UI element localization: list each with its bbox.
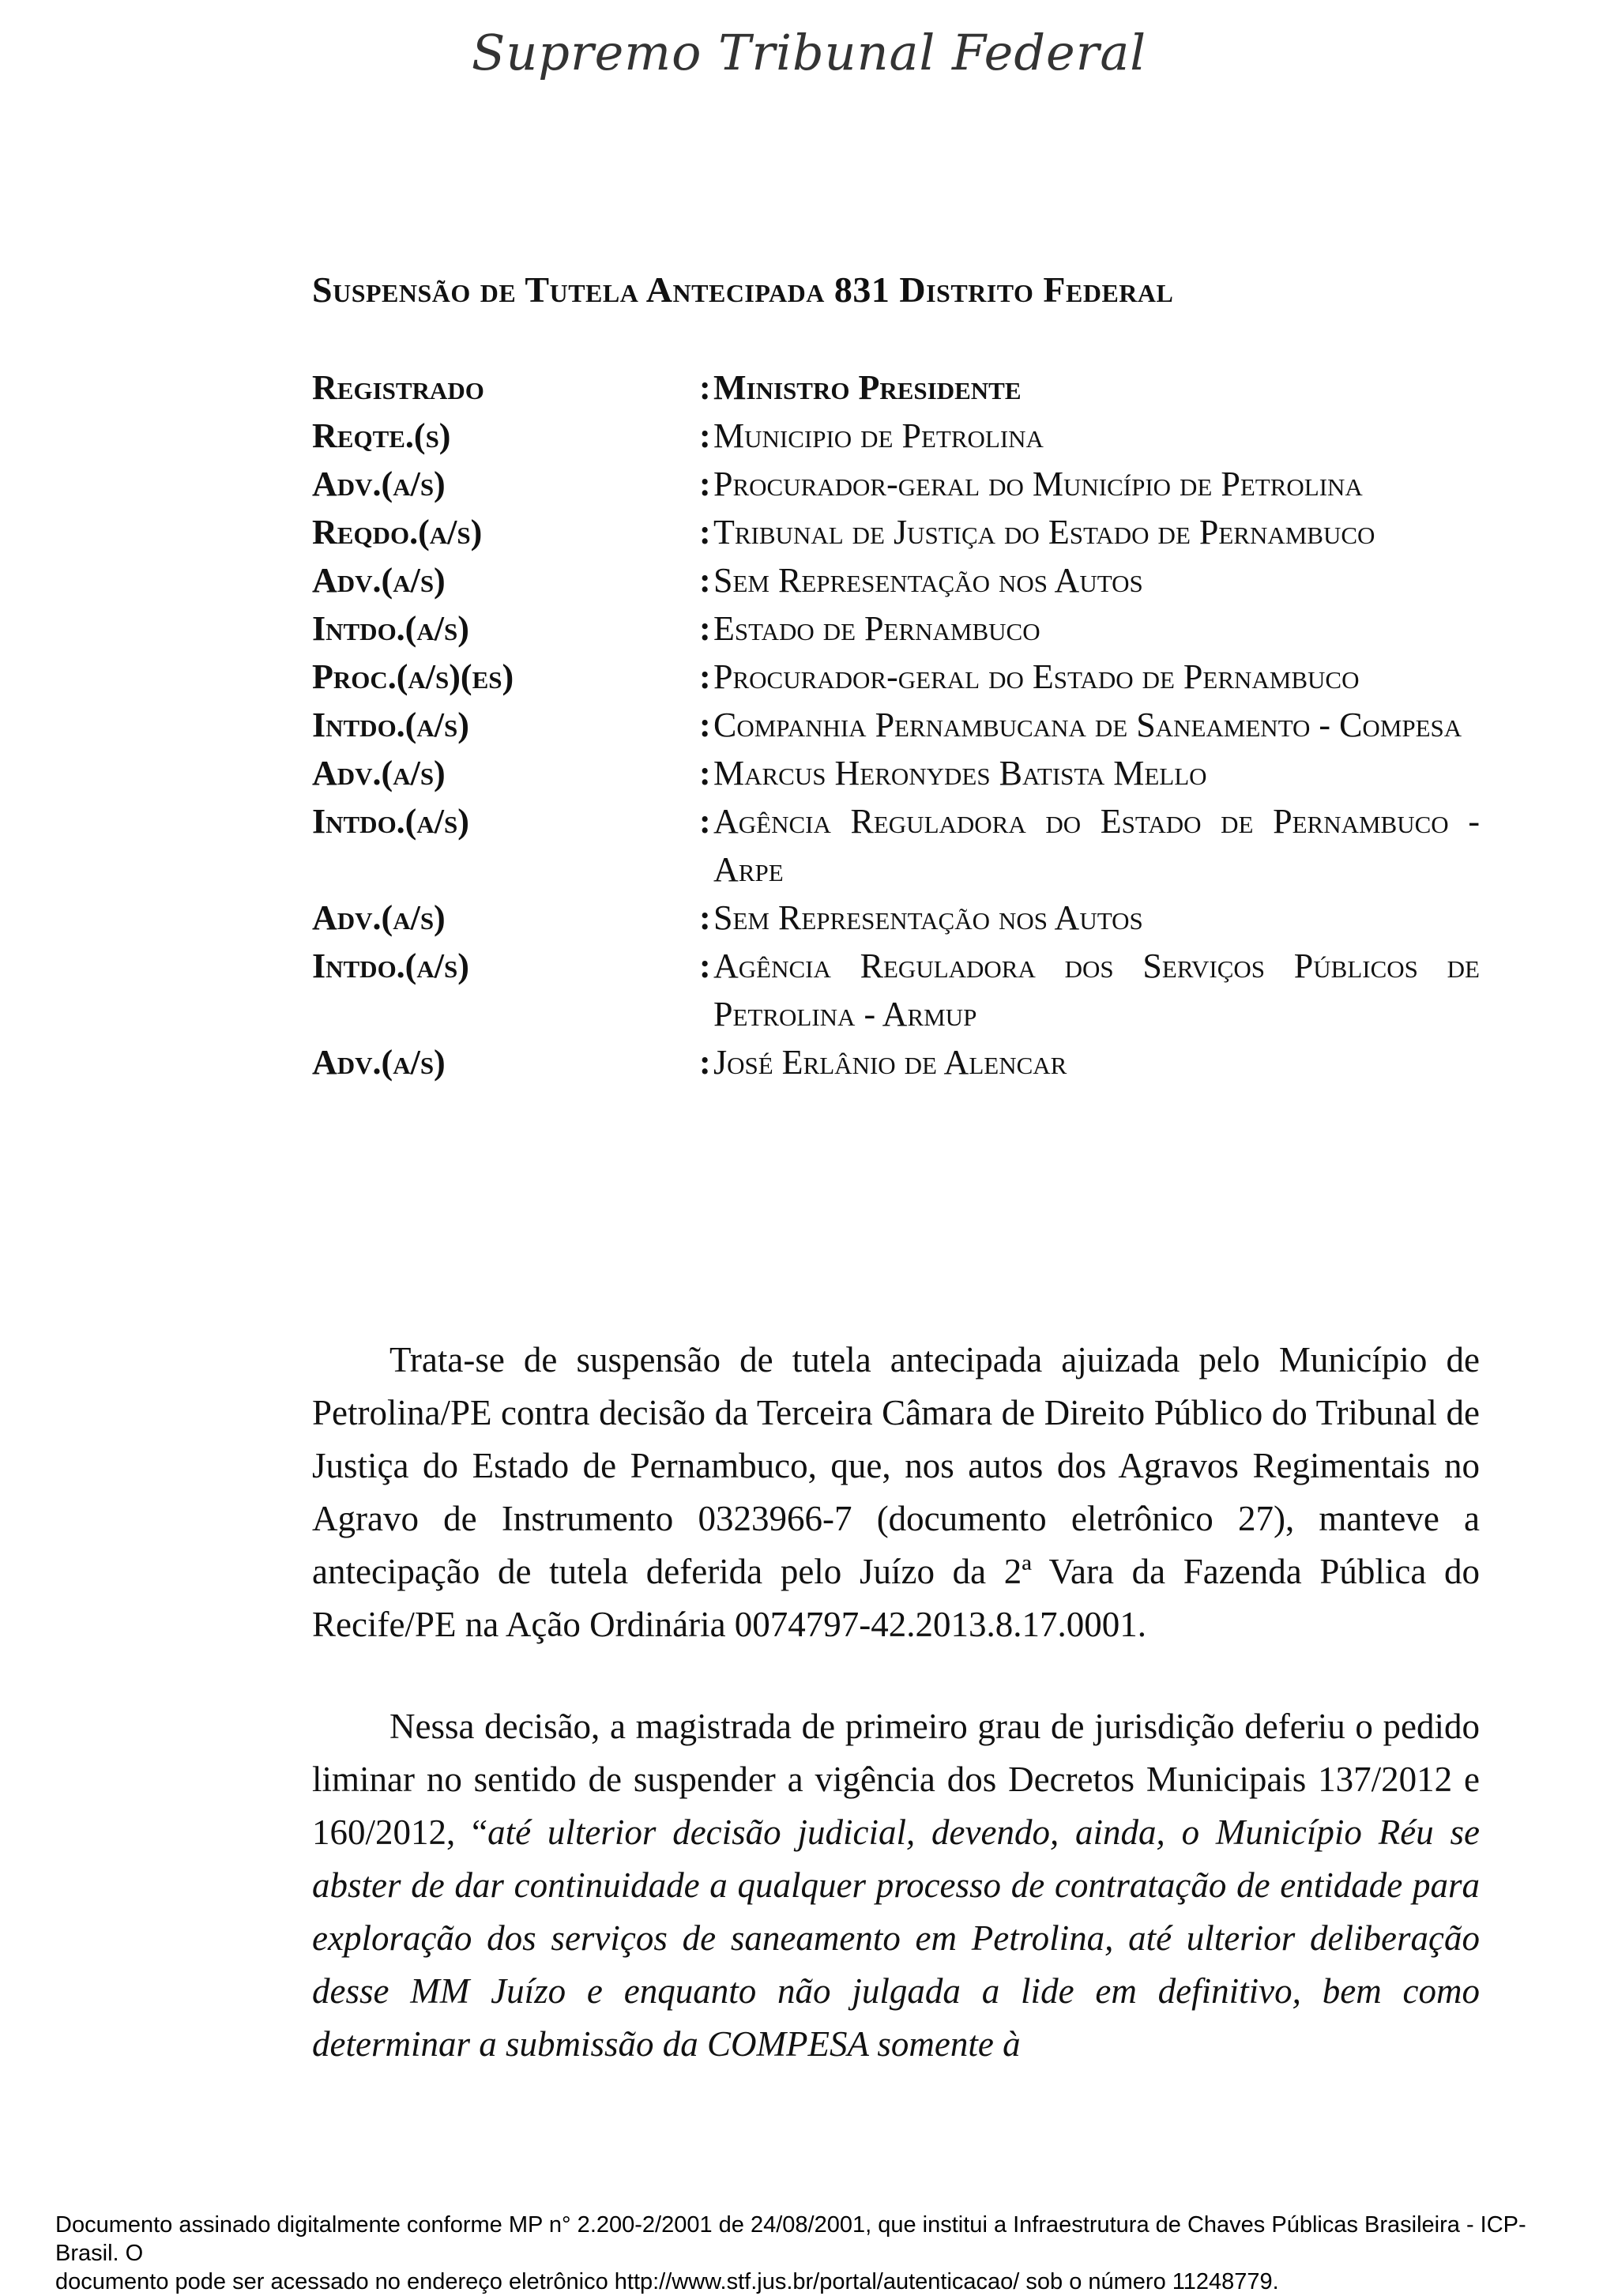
- party-separator: :: [699, 416, 711, 455]
- party-name: Procurador-geral do Estado de Pernambuco: [713, 657, 1360, 696]
- paragraph-2-lead: Nessa decisão, a magistrada de primeiro grau de jurisdição deferiu o pedido liminar no sentido de suspender a vigência dos Decretos Municipais 137/2012 e 160/2012, “: [312, 1707, 1480, 1852]
- party-row: [312, 797, 1480, 894]
- party-role: Registrado: [312, 368, 484, 407]
- party-name: José Erlânio de Alencar: [713, 1043, 1067, 1082]
- party-role: Proc.(a/s)(es): [312, 657, 514, 696]
- party-row: [312, 894, 1480, 942]
- party-separator: :: [699, 1043, 711, 1082]
- party-row: [312, 942, 1480, 1038]
- party-role: Reqdo.(a/s): [312, 513, 483, 551]
- party-row: [312, 653, 1480, 701]
- party-role: Intdo.(a/s): [312, 609, 469, 648]
- party-separator: :: [699, 657, 711, 696]
- parties-list: [312, 363, 1480, 1086]
- party-name: Tribunal de Justiça do Estado de Pernambuco: [713, 513, 1375, 551]
- party-separator: :: [699, 754, 711, 792]
- court-header: Supremo Tribunal Federal: [471, 24, 1147, 81]
- party-role: Adv.(a/s): [312, 898, 446, 937]
- party-name: Sem Representação nos Autos: [713, 898, 1143, 937]
- party-role: Intdo.(a/s): [312, 947, 469, 985]
- party-row: [312, 363, 1480, 412]
- party-row: [312, 556, 1480, 604]
- party-separator: :: [699, 513, 711, 551]
- party-role: Reqte.(s): [312, 416, 451, 455]
- party-role: Intdo.(a/s): [312, 802, 469, 841]
- party-role: Adv.(a/s): [312, 1043, 446, 1082]
- party-role: Adv.(a/s): [312, 465, 446, 503]
- party-separator: :: [699, 898, 711, 937]
- party-name: Marcus Heronydes Batista Mello: [713, 754, 1207, 792]
- party-name: Municipio de Petrolina: [713, 416, 1044, 455]
- party-name: Estado de Pernambuco: [713, 609, 1040, 648]
- party-row: [312, 604, 1480, 653]
- party-separator: :: [699, 609, 711, 648]
- case-title: Suspensão de Tutela Antecipada 831 Distrito Federal: [312, 269, 1174, 310]
- party-row: [312, 701, 1480, 749]
- party-name: Sem Representação nos Autos: [713, 561, 1143, 600]
- party-row: [312, 508, 1480, 556]
- party-row: [312, 1038, 1480, 1086]
- party-name: Agência Reguladora dos Serviços Públicos de Petrolina - Armup: [713, 947, 1480, 1033]
- party-separator: :: [699, 706, 711, 744]
- party-separator: :: [699, 465, 711, 503]
- footer-line-1: Documento assinado digitalmente conforme MP n° 2.200-2/2001 de 24/08/2001, que institui a Infraestrutura de Chaves Públicas Brasileira - ICP-Brasil. O: [55, 2212, 1526, 2266]
- party-row: [312, 412, 1480, 460]
- party-name: Companhia Pernambucana de Saneamento - Compesa: [713, 706, 1462, 744]
- paragraph-2: [312, 1700, 1480, 2071]
- party-role: Intdo.(a/s): [312, 706, 469, 744]
- decision-body: [312, 1334, 1480, 2071]
- party-name: Agência Reguladora do Estado de Pernambuco - Arpe: [713, 802, 1480, 889]
- signature-footer: [55, 2211, 1572, 2296]
- party-name: Ministro Presidente: [713, 368, 1022, 407]
- paragraph-1: Trata-se de suspensão de tutela antecipada ajuizada pelo Município de Petrolina/PE contra decisão da Terceira Câmara de Direito Público do Tribunal de Justiça do Estado de Pernambuco, que, nos autos dos Agravos Regimentais no Agravo de Instrumento 0323966-7 (documento eletrônico 27), manteve a antecipação de tutela deferida pelo Juízo da 2ª Vara da Fazenda Pública do Recife/PE na Ação Ordinária 0074797-42.2013.8.17.0001.: [312, 1340, 1480, 1644]
- party-role: Adv.(a/s): [312, 561, 446, 600]
- party-separator: :: [699, 561, 711, 600]
- party-role: Adv.(a/s): [312, 754, 446, 792]
- party-row: [312, 749, 1480, 797]
- paragraph-2-quote: até ulterior decisão judicial, devendo, ainda, o Município Réu se abster de dar continuidade a qualquer processo de contratação de entidade para exploração dos serviços de saneamento em Petrolina, até ulterior deliberação desse MM Juízo e enquanto não julgada a lide em definitivo, bem como determinar a submissão da COMPESA somente à: [312, 1812, 1480, 2064]
- party-row: [312, 460, 1480, 508]
- party-name: Procurador-geral do Município de Petrolina: [713, 465, 1363, 503]
- party-separator: :: [699, 947, 711, 985]
- party-separator: :: [699, 368, 711, 407]
- party-separator: :: [699, 802, 711, 841]
- footer-line-2: documento pode ser acessado no endereço eletrônico http://www.stf.jus.br/portal/autenticacao/ sob o número 11248779.: [55, 2269, 1279, 2294]
